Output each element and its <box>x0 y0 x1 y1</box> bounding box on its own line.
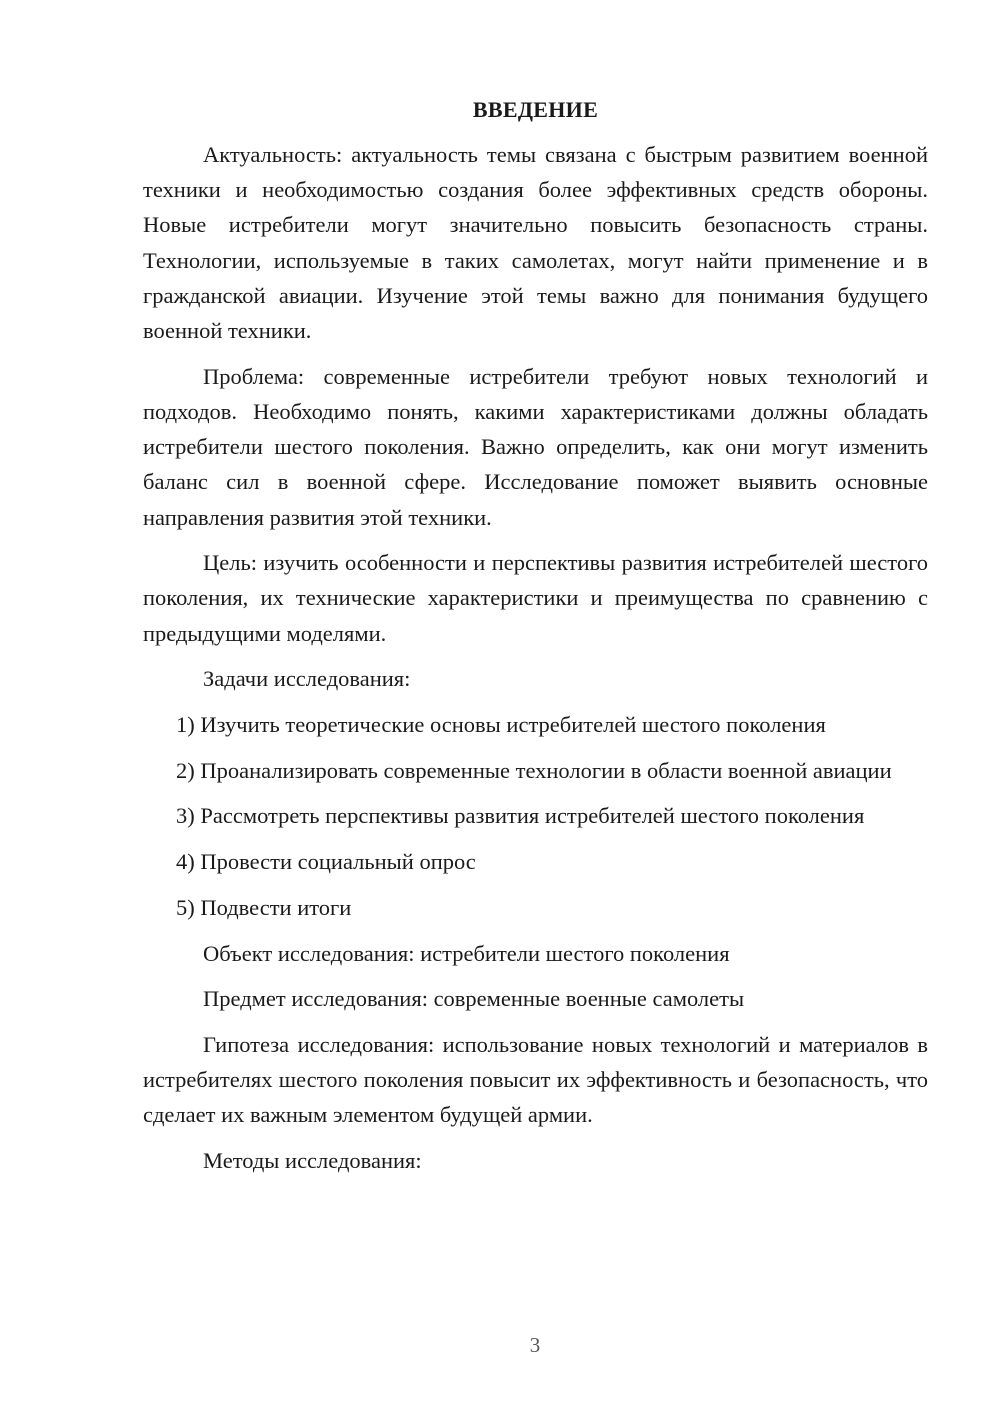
hypothesis-paragraph: Гипотеза исследования: использование новых технологий и материалов в истребителях шестого поколения повысит их эффективность и безопасность, что сделает их важным элементом будущей армии. <box>143 1031 928 1128</box>
research-object: Объект исследования: истребители шестого поколения <box>203 940 730 966</box>
tasks-heading: Задачи исследования: <box>203 666 411 692</box>
methods-heading: Методы исследования: <box>203 1148 422 1174</box>
problem-paragraph: Проблема: современные истребители требуют новых технологий и подходов. Необходимо понять, какими характеристиками должны обладать истребители шестого поколения. Важно определить, как они могут изменить баланс сил в военной сфере. Исследование поможет выявить основные направления развития этой техники. <box>143 363 928 530</box>
relevance-paragraph: Актуальность: актуальность темы связана с быстрым развитием военной техники и необходимостью создания более эффективных средств обороны. Новые истребители могут значительно повысить безопасность страны. Технологии, используемые в таких самолетах, могут найти применение и в гражданской авиации. Изучение этой темы важно для понимания будущего военной техники. <box>143 142 928 344</box>
list-item: 5) Подвести итоги <box>176 894 352 920</box>
document-page <box>143 93 928 1189</box>
page-title: ВВЕДЕНИЕ <box>472 97 599 122</box>
list-item: 3) Рассмотреть перспективы развития истребителей шестого поколения <box>176 803 865 829</box>
goal-paragraph: Цель: изучить особенности и перспективы развития истребителей шестого поколения, их технические характеристики и преимущества по сравнению с предыдущими моделями. <box>143 550 928 646</box>
list-item: 4) Провести социальный опрос <box>176 849 476 875</box>
page-number: 3 <box>529 1333 541 1357</box>
research-subject: Предмет исследования: современные военные самолеты <box>203 986 745 1012</box>
list-item: 2) Проанализировать современные технологии в области военной авиации <box>176 757 892 783</box>
list-item: 1) Изучить теоретические основы истребителей шестого поколения <box>176 712 826 738</box>
